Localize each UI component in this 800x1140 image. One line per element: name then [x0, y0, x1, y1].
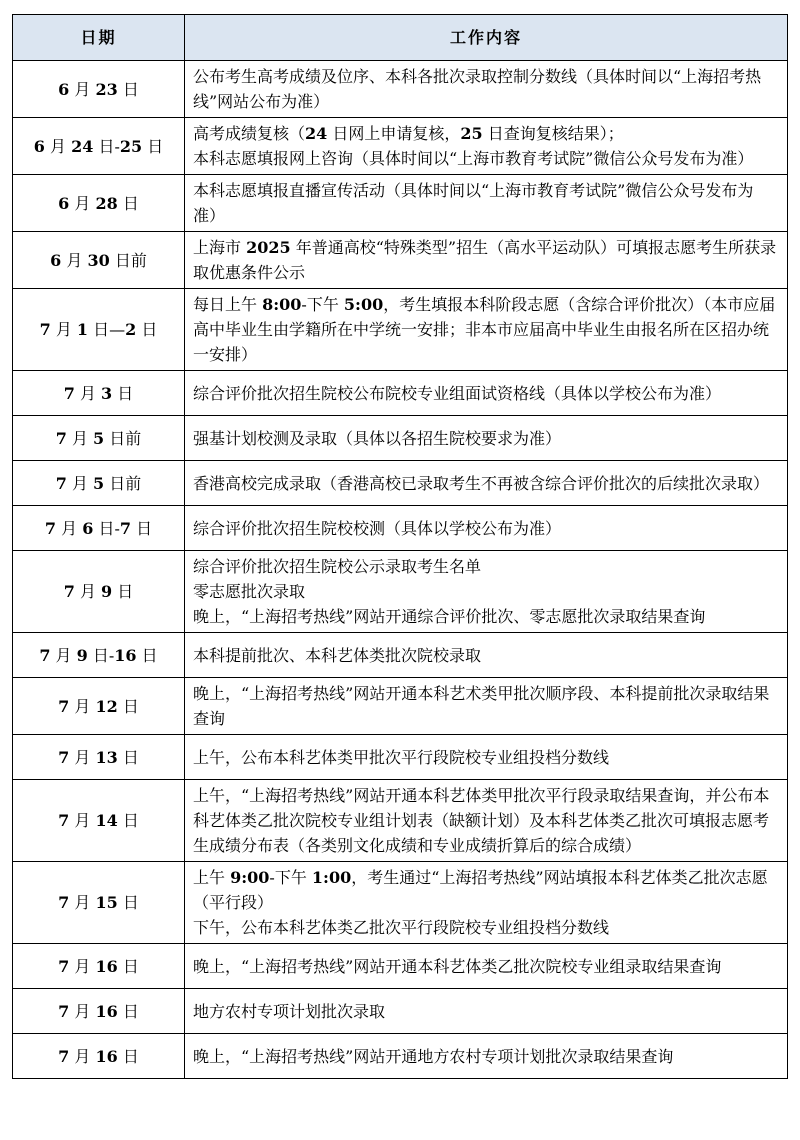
table-row [13, 416, 788, 461]
table-row [13, 506, 788, 551]
content-cell: 上午，公布本科艺体类甲批次平行段院校专业组投档分数线 [185, 735, 788, 780]
table-row [13, 232, 788, 289]
content-cell: 本科志愿填报直播宣传活动（具体时间以“上海市教育考试院”微信公众号发布为准） [185, 175, 788, 232]
date-cell: 7 月 16 日 [13, 1034, 185, 1079]
date-cell: 7 月 16 日 [13, 989, 185, 1034]
content-cell: 上海市 2025 年普通高校“特殊类型”招生（高水平运动队）可填报志愿考生所获录取优惠条件公示 [185, 232, 788, 289]
header-row [13, 15, 788, 61]
date-cell: 7 月 3 日 [13, 371, 185, 416]
table-row [13, 944, 788, 989]
table-body [13, 61, 788, 1079]
content-cell: 公布考生高考成绩及位序、本科各批次录取控制分数线（具体时间以“上海招考热线”网站公布为准） [185, 61, 788, 118]
table-row [13, 551, 788, 633]
date-cell: 7 月 16 日 [13, 944, 185, 989]
table-row [13, 61, 788, 118]
date-cell: 6 月 23 日 [13, 61, 185, 118]
date-cell: 7 月 14 日 [13, 780, 185, 862]
date-cell: 7 月 5 日前 [13, 416, 185, 461]
content-cell: 地方农村专项计划批次录取 [185, 989, 788, 1034]
table-row [13, 780, 788, 862]
content-cell: 每日上午 8:00-下午 5:00，考生填报本科阶段志愿（含综合评价批次）（本市应届高中毕业生由学籍所在中学统一安排；非本市应届高中毕业生由报名所在区招办统一安排） [185, 289, 788, 371]
date-cell: 7 月 12 日 [13, 678, 185, 735]
content-cell: 晚上，“上海招考热线”网站开通本科艺体类乙批次院校专业组录取结果查询 [185, 944, 788, 989]
content-cell: 上午，“上海招考热线”网站开通本科艺体类甲批次平行段录取结果查询，并公布本科艺体类乙批次院校专业组计划表（缺额计划）及本科艺体类乙批次可填报志愿考生成绩分布表（各类别文化成绩和专业成绩折算后的综合成绩） [185, 780, 788, 862]
table-row [13, 289, 788, 371]
table-row [13, 461, 788, 506]
date-cell: 6 月 30 日前 [13, 232, 185, 289]
date-cell: 7 月 15 日 [13, 862, 185, 944]
date-cell: 7 月 5 日前 [13, 461, 185, 506]
content-cell: 综合评价批次招生院校校测（具体以学校公布为准） [185, 506, 788, 551]
table-row [13, 371, 788, 416]
table-row [13, 118, 788, 175]
content-cell: 综合评价批次招生院校公布院校专业组面试资格线（具体以学校公布为准） [185, 371, 788, 416]
date-cell: 6 月 24 日-25 日 [13, 118, 185, 175]
content-cell: 上午 9:00-下午 1:00，考生通过“上海招考热线”网站填报本科艺体类乙批次志愿（平行段） 下午，公布本科艺体类乙批次平行段院校专业组投档分数线 [185, 862, 788, 944]
table-row [13, 1034, 788, 1079]
schedule-table [12, 14, 788, 1079]
table-row [13, 175, 788, 232]
date-cell: 6 月 28 日 [13, 175, 185, 232]
header-work-content: 工作内容 [185, 15, 788, 61]
content-cell: 高考成绩复核（24 日网上申请复核，25 日查询复核结果）； 本科志愿填报网上咨询（具体时间以“上海市教育考试院”微信公众号发布为准） [185, 118, 788, 175]
header-date: 日期 [13, 15, 185, 61]
date-cell: 7 月 9 日-16 日 [13, 633, 185, 678]
content-cell: 晚上，“上海招考热线”网站开通本科艺术类甲批次顺序段、本科提前批次录取结果查询 [185, 678, 788, 735]
date-cell: 7 月 13 日 [13, 735, 185, 780]
table-row [13, 862, 788, 944]
content-cell: 晚上，“上海招考热线”网站开通地方农村专项计划批次录取结果查询 [185, 1034, 788, 1079]
table-row [13, 735, 788, 780]
date-cell: 7 月 6 日-7 日 [13, 506, 185, 551]
date-cell: 7 月 9 日 [13, 551, 185, 633]
table-row [13, 633, 788, 678]
table-row [13, 678, 788, 735]
table-header [13, 15, 788, 61]
content-cell: 本科提前批次、本科艺体类批次院校录取 [185, 633, 788, 678]
content-cell: 强基计划校测及录取（具体以各招生院校要求为准） [185, 416, 788, 461]
table-row [13, 989, 788, 1034]
date-cell: 7 月 1 日—2 日 [13, 289, 185, 371]
content-cell: 香港高校完成录取（香港高校已录取考生不再被含综合评价批次的后续批次录取） [185, 461, 788, 506]
content-cell: 综合评价批次招生院校公示录取考生名单 零志愿批次录取 晚上，“上海招考热线”网站开通综合评价批次、零志愿批次录取结果查询 [185, 551, 788, 633]
